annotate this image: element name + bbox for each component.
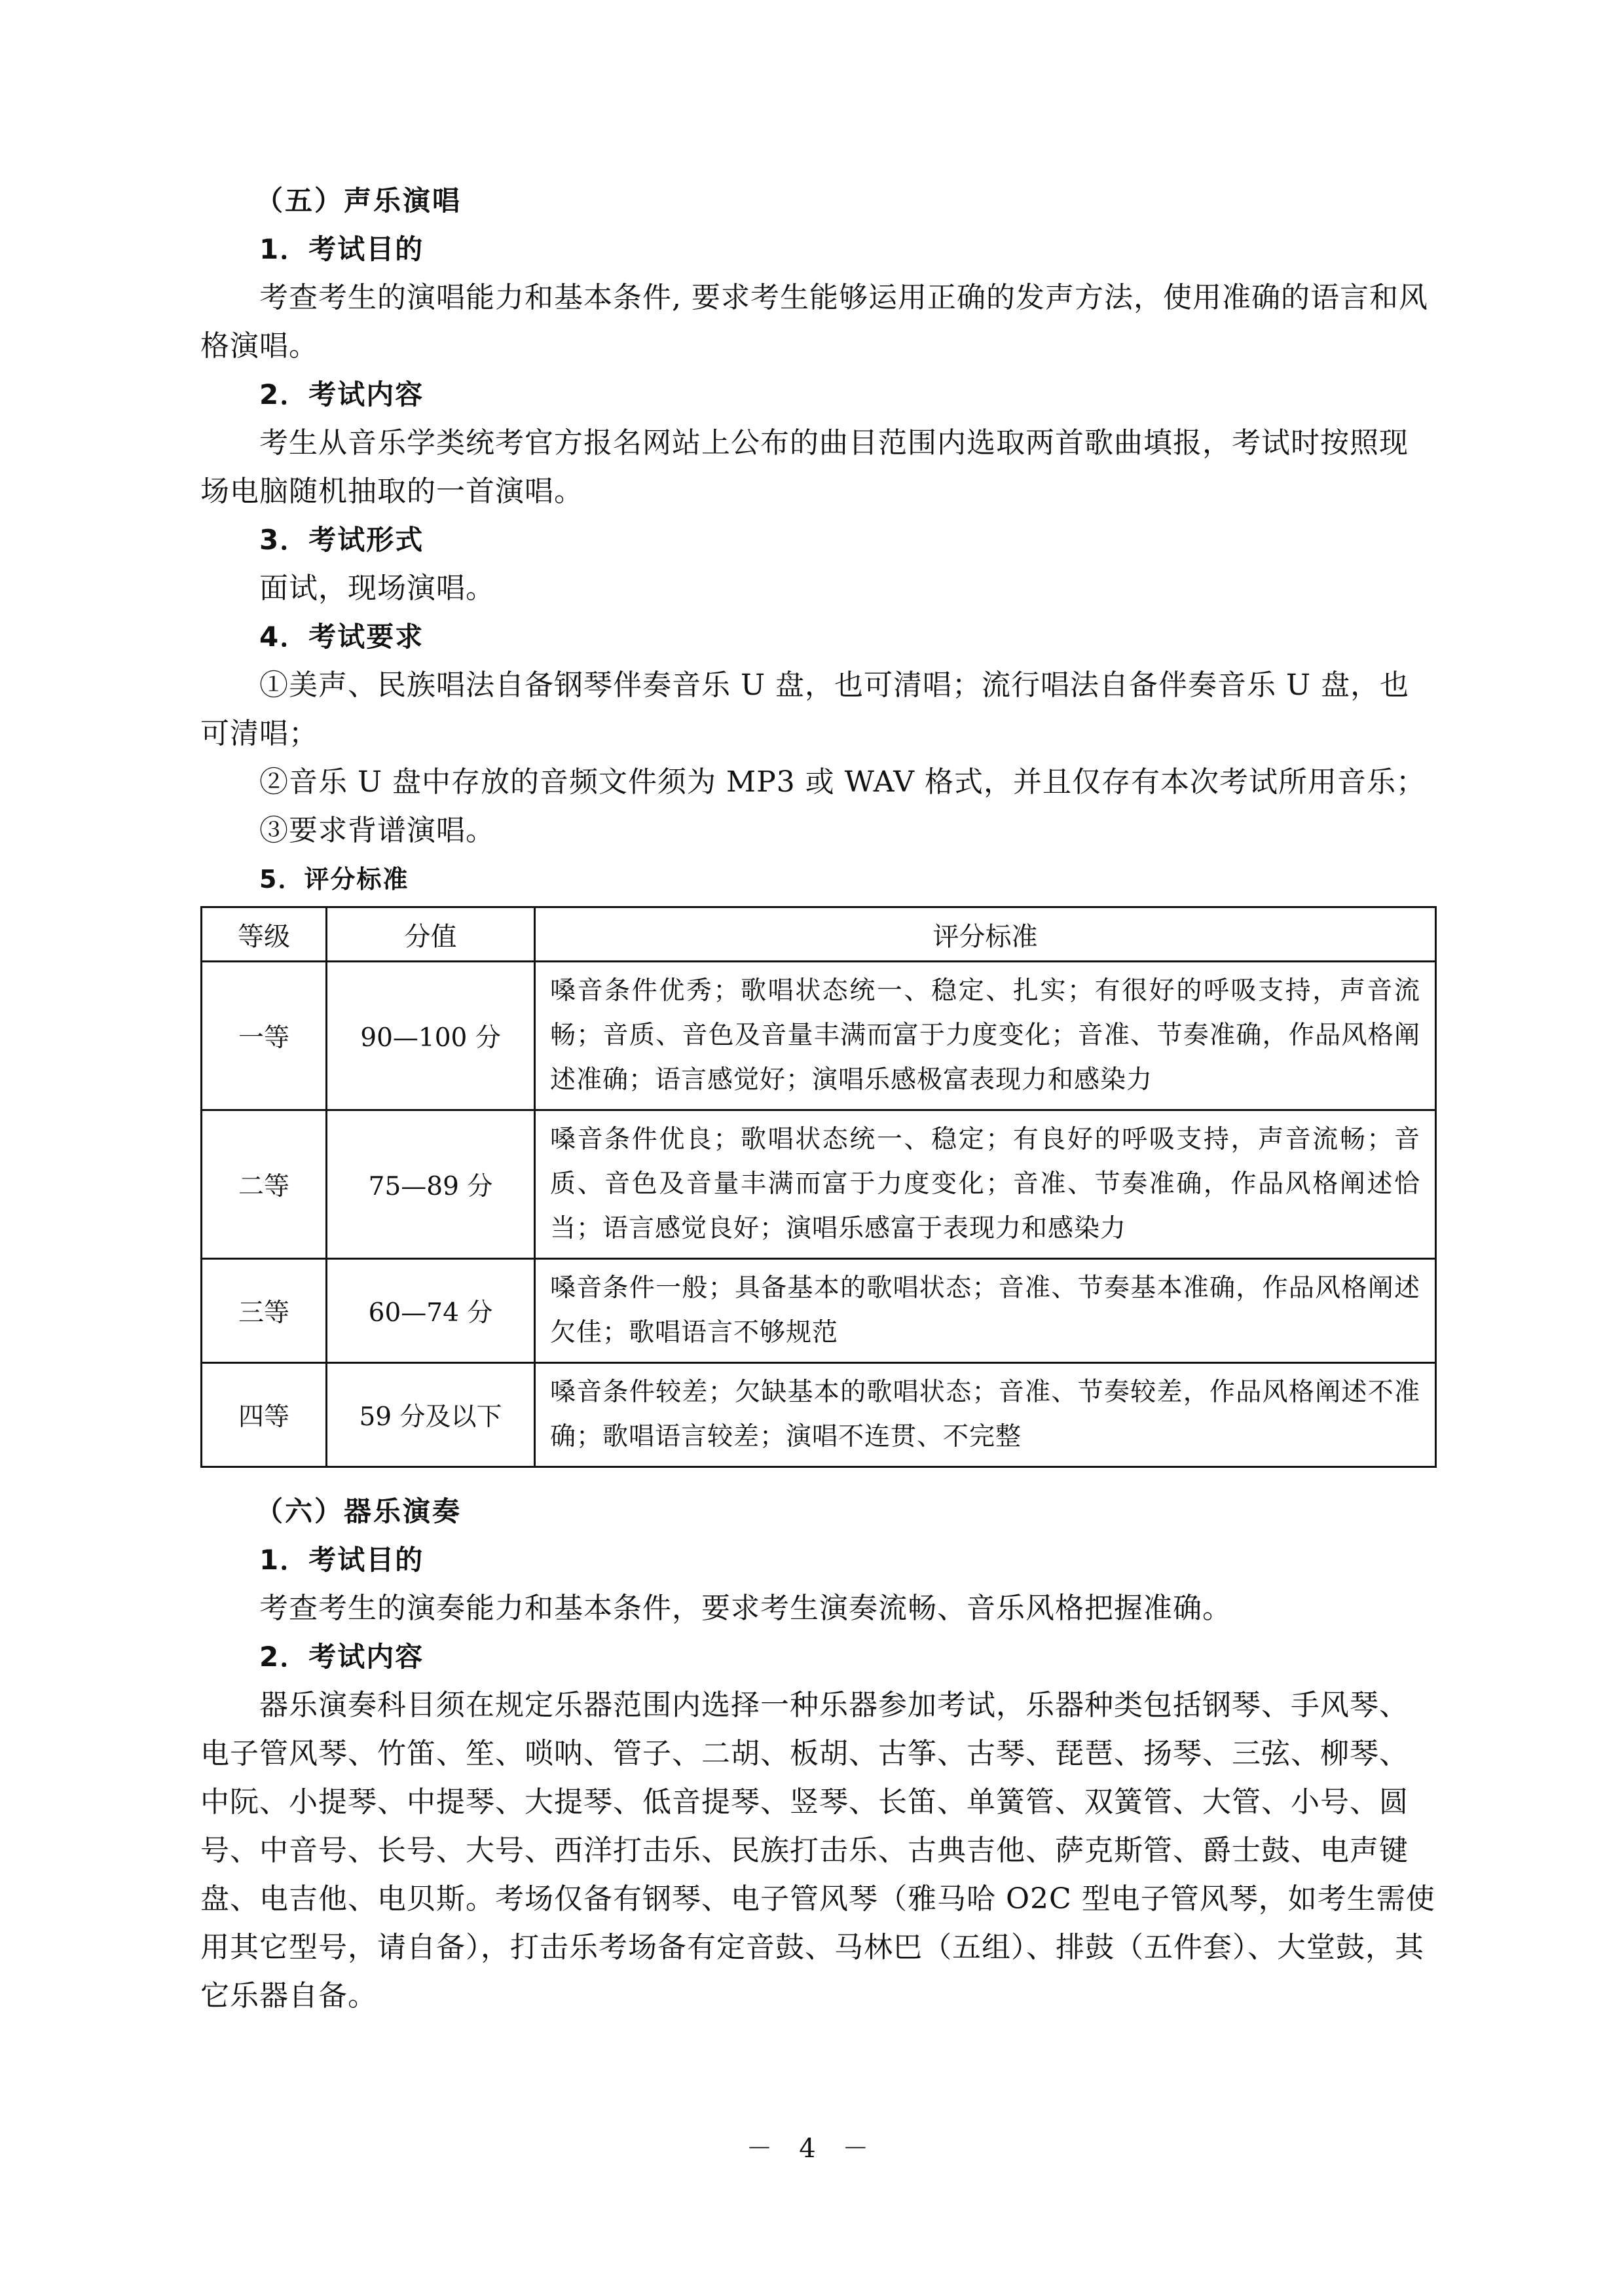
heading-instrument-content: 2．考试内容 — [259, 1641, 424, 1673]
heading-scoring-standard: 5．评分标准 — [259, 865, 409, 894]
grade-cell: 三等 — [202, 1259, 327, 1363]
paragraph-exam-form: 面试，现场演唱。 — [259, 572, 495, 605]
grade-cell: 二等 — [202, 1110, 327, 1259]
grade-cell: 一等 — [202, 962, 327, 1110]
table-row — [202, 1259, 1436, 1363]
table-header-row — [202, 907, 1436, 962]
requirement-item-1: ①美声、民族唱法自备钢琴伴奏音乐 U 盘，也可清唱；流行唱法自备伴奏音乐 U 盘，也可清唱； — [200, 668, 1410, 750]
score-cell: 75—89 分 — [327, 1110, 535, 1259]
header-criteria: 评分标准 — [535, 907, 1436, 962]
score-cell: 90—100 分 — [327, 962, 535, 1110]
criteria-cell: 嗓音条件一般；具备基本的歌唱状态；音准、节奏基本准确，作品风格阐述欠佳；歌唱语言不够规范 — [535, 1259, 1436, 1363]
section-six-title: （六）器乐演奏 — [255, 1495, 462, 1527]
section-five-title: （五）声乐演唱 — [255, 185, 462, 217]
criteria-cell: 嗓音条件优良；歌唱状态统一、稳定；有良好的呼吸支持，声音流畅；音质、音色及音量丰满而富于力度变化；音准、节奏准确，作品风格阐述恰当；语言感觉良好；演唱乐感富于表现力和感染力 — [535, 1110, 1436, 1259]
table-row — [202, 1110, 1436, 1259]
scoring-table — [200, 906, 1437, 1468]
grade-cell: 四等 — [202, 1363, 327, 1467]
paragraph-instrument-content: 器乐演奏科目须在规定乐器范围内选择一种乐器参加考试，乐器种类包括钢琴、手风琴、电子管风琴、竹笛、笙、唢呐、管子、二胡、板胡、古筝、古琴、琵琶、扬琴、三弦、柳琴、中阮、小提琴、中提琴、大提琴、低音提琴、竖琴、长笛、单簧管、双簧管、大管、小号、圆号、中音号、长号、大号、西洋打击乐、民族打击乐、古典吉他、萨克斯管、爵士鼓、电声键盘、电吉他、电贝斯。考场仅备有钢琴、电子管风琴（雅马哈 O2C 型电子管风琴，如考生需使用其它型号，请自备），打击乐考场备有定音鼓、马林巴（五组）、排鼓（五件套）、大堂鼓，其它乐器自备。 — [200, 1688, 1435, 2013]
table-row — [202, 1363, 1436, 1467]
requirement-item-3: ③要求背谱演唱。 — [259, 814, 495, 847]
header-grade: 等级 — [202, 907, 327, 962]
heading-exam-content: 2．考试内容 — [259, 378, 424, 410]
score-cell: 59 分及以下 — [327, 1363, 535, 1467]
table-row — [202, 962, 1436, 1110]
score-cell: 60—74 分 — [327, 1259, 535, 1363]
requirement-item-2: ②音乐 U 盘中存放的音频文件须为 MP3 或 WAV 格式，并且仅存有本次考试所用音乐； — [259, 765, 1426, 799]
header-score: 分值 — [327, 907, 535, 962]
criteria-cell: 嗓音条件优秀；歌唱状态统一、稳定、扎实；有很好的呼吸支持，声音流畅；音质、音色及音量丰满而富于力度变化；音准、节奏准确，作品风格阐述准确；语言感觉好；演唱乐感极富表现力和感染力 — [535, 962, 1436, 1110]
document-page — [200, 177, 1437, 2020]
paragraph-exam-content: 考生从音乐学类统考官方报名网站上公布的曲目范围内选取两首歌曲填报，考试时按照现场电脑随机抽取的一首演唱。 — [200, 426, 1409, 508]
paragraph-exam-purpose: 考查考生的演唱能力和基本条件, 要求考生能够运用正确的发声方法，使用准确的语言和风格演唱。 — [200, 281, 1428, 363]
page-number: － 4 － — [746, 2134, 878, 2164]
heading-exam-purpose: 1．考试目的 — [259, 233, 424, 265]
criteria-cell: 嗓音条件较差；欠缺基本的歌唱状态；音准、节奏较差，作品风格阐述不准确；歌唱语言较差；演唱不连贯、不完整 — [535, 1363, 1436, 1467]
heading-exam-requirements: 4．考试要求 — [259, 621, 424, 653]
paragraph-instrument-purpose: 考查考生的演奏能力和基本条件，要求考生演奏流畅、音乐风格把握准确。 — [259, 1592, 1232, 1625]
heading-instrument-purpose: 1．考试目的 — [259, 1544, 424, 1576]
heading-exam-form: 3．考试形式 — [259, 524, 424, 556]
